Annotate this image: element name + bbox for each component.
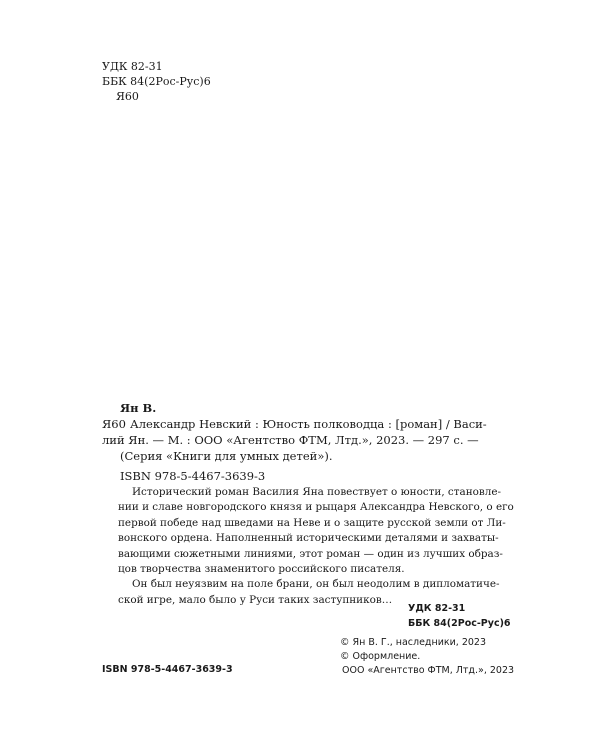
annotation-line: ской игре, мало было у Руси таких заступников…	[118, 593, 393, 606]
entry-line: (Серия «Книги для умных детей»).	[120, 449, 333, 463]
annotation-line: цов творчества знаменитого российского писателя.	[118, 563, 405, 576]
bbk-code: ББК 84(2Рос-Рус)6	[102, 75, 211, 88]
udk-code: УДК 82-31	[102, 60, 163, 73]
bibliographic-entry	[102, 416, 500, 484]
bottom-udk: УДК 82-31	[408, 603, 466, 614]
classification-block	[102, 59, 211, 104]
annotation-line: вающими сюжетными линиями, этот роман — один из лучших образ-	[118, 547, 503, 560]
copyright-line: © Ян В. Г., наследники, 2023	[340, 637, 487, 648]
copyright-line: ООО «Агентство ФТМ, Лтд.», 2023	[342, 665, 515, 676]
entry-line: лий Ян. — М. : ООО «Агентство ФТМ, Лтд.», 2023. — 297 с. —	[102, 433, 479, 447]
annotation-line: Исторический роман Василия Яна повествует о юности, становле-	[132, 486, 501, 498]
author-mark: Я60	[116, 90, 139, 103]
annotation-line: Он был неуязвим на поле брани, он был неодолим в дипломатиче-	[132, 578, 500, 591]
copyright-block	[340, 636, 514, 678]
annotation	[118, 485, 514, 608]
annotation-line: первой победе над шведами на Неве и о защите русской земли от Ли-	[118, 516, 506, 529]
copyright-line: © Оформление.	[340, 651, 421, 662]
author-name: Ян В.	[120, 401, 157, 415]
entry-line: Александр Невский : Юность полководца : [роман] / Васи-	[130, 417, 487, 431]
bottom-classification	[408, 601, 511, 631]
entry-author-mark: Я60	[102, 417, 126, 431]
footer-isbn: ISBN 978-5-4467-3639-3	[102, 664, 233, 675]
entry-isbn: ISBN 978-5-4467-3639-3	[120, 469, 266, 483]
annotation-line: нии и славе новгородского князя и рыцаря Александра Невского, о его	[118, 501, 514, 514]
bottom-bbk: ББК 84(2Рос-Рус)6	[408, 618, 511, 629]
annotation-line: вонского ордена. Наполненный историческими деталями и захваты-	[118, 532, 499, 545]
